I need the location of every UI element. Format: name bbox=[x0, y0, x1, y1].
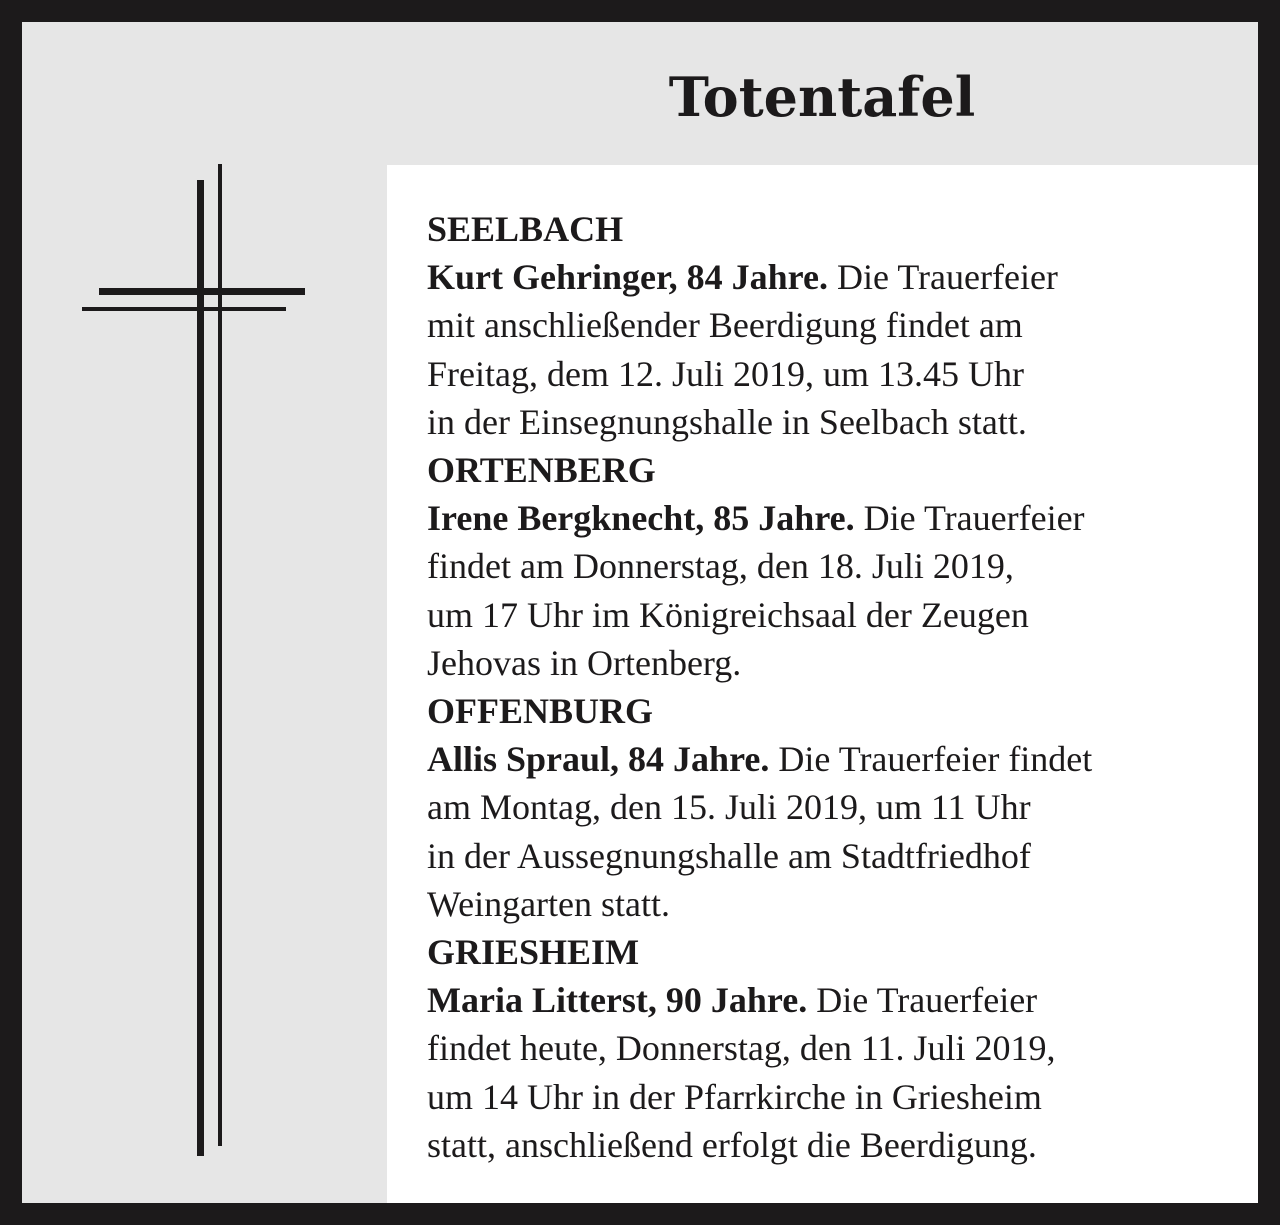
deceased-name: Irene Bergknecht, 85 Jahre. bbox=[427, 498, 855, 539]
obituary-entry bbox=[427, 928, 1242, 1169]
ceremony-text: Die Trauerfeier findet am Montag, den 15. Juli 2019, um 11 Uhr in der Aussegnungshalle am Stadtfriedhof Weingarten statt. bbox=[427, 739, 1093, 924]
ceremony-text: Die Trauerfeier mit anschließender Beerdigung findet am Freitag, dem 12. Juli 2019, um 13.45 Uhr in der Einsegnungshalle in Seelbach statt. bbox=[427, 257, 1058, 442]
place-heading: GRIESHEIM bbox=[427, 932, 640, 973]
cross-vertical-thin bbox=[218, 164, 222, 1146]
place-heading: SEELBACH bbox=[427, 209, 624, 249]
cross-horizontal-thick bbox=[99, 288, 305, 295]
obituary-entry bbox=[427, 446, 1242, 687]
obituary-entry bbox=[427, 205, 1242, 446]
page-title: Totentafel bbox=[668, 65, 976, 129]
cross-horizontal-thin bbox=[82, 307, 286, 311]
obituary-panel bbox=[22, 22, 1258, 1203]
ceremony-text: Die Trauerfeier findet am Donnerstag, den 18. Juli 2019, um 17 Uhr im Königreichsaal der Zeugen Jehovas in Ortenberg. bbox=[427, 498, 1085, 683]
obituary-entry bbox=[427, 687, 1242, 928]
place-heading: OFFENBURG bbox=[427, 691, 654, 732]
deceased-name: Kurt Gehringer, 84 Jahre. bbox=[427, 257, 828, 298]
cross-icon bbox=[22, 22, 387, 1203]
place-heading: ORTENBERG bbox=[427, 450, 656, 491]
deceased-name: Allis Spraul, 84 Jahre. bbox=[427, 739, 770, 780]
obituary-list-area bbox=[387, 165, 1258, 1203]
ceremony-text: Die Trauerfeier findet heute, Donnerstag, den 11. Juli 2019, um 14 Uhr in der Pfarrkirche in Griesheim statt, anschließend erfolgt die Beerdigung. bbox=[427, 980, 1056, 1165]
cross-vertical-thick bbox=[197, 180, 204, 1156]
deceased-name: Maria Litterst, 90 Jahre. bbox=[427, 980, 808, 1021]
obituary-list bbox=[427, 205, 1242, 1169]
